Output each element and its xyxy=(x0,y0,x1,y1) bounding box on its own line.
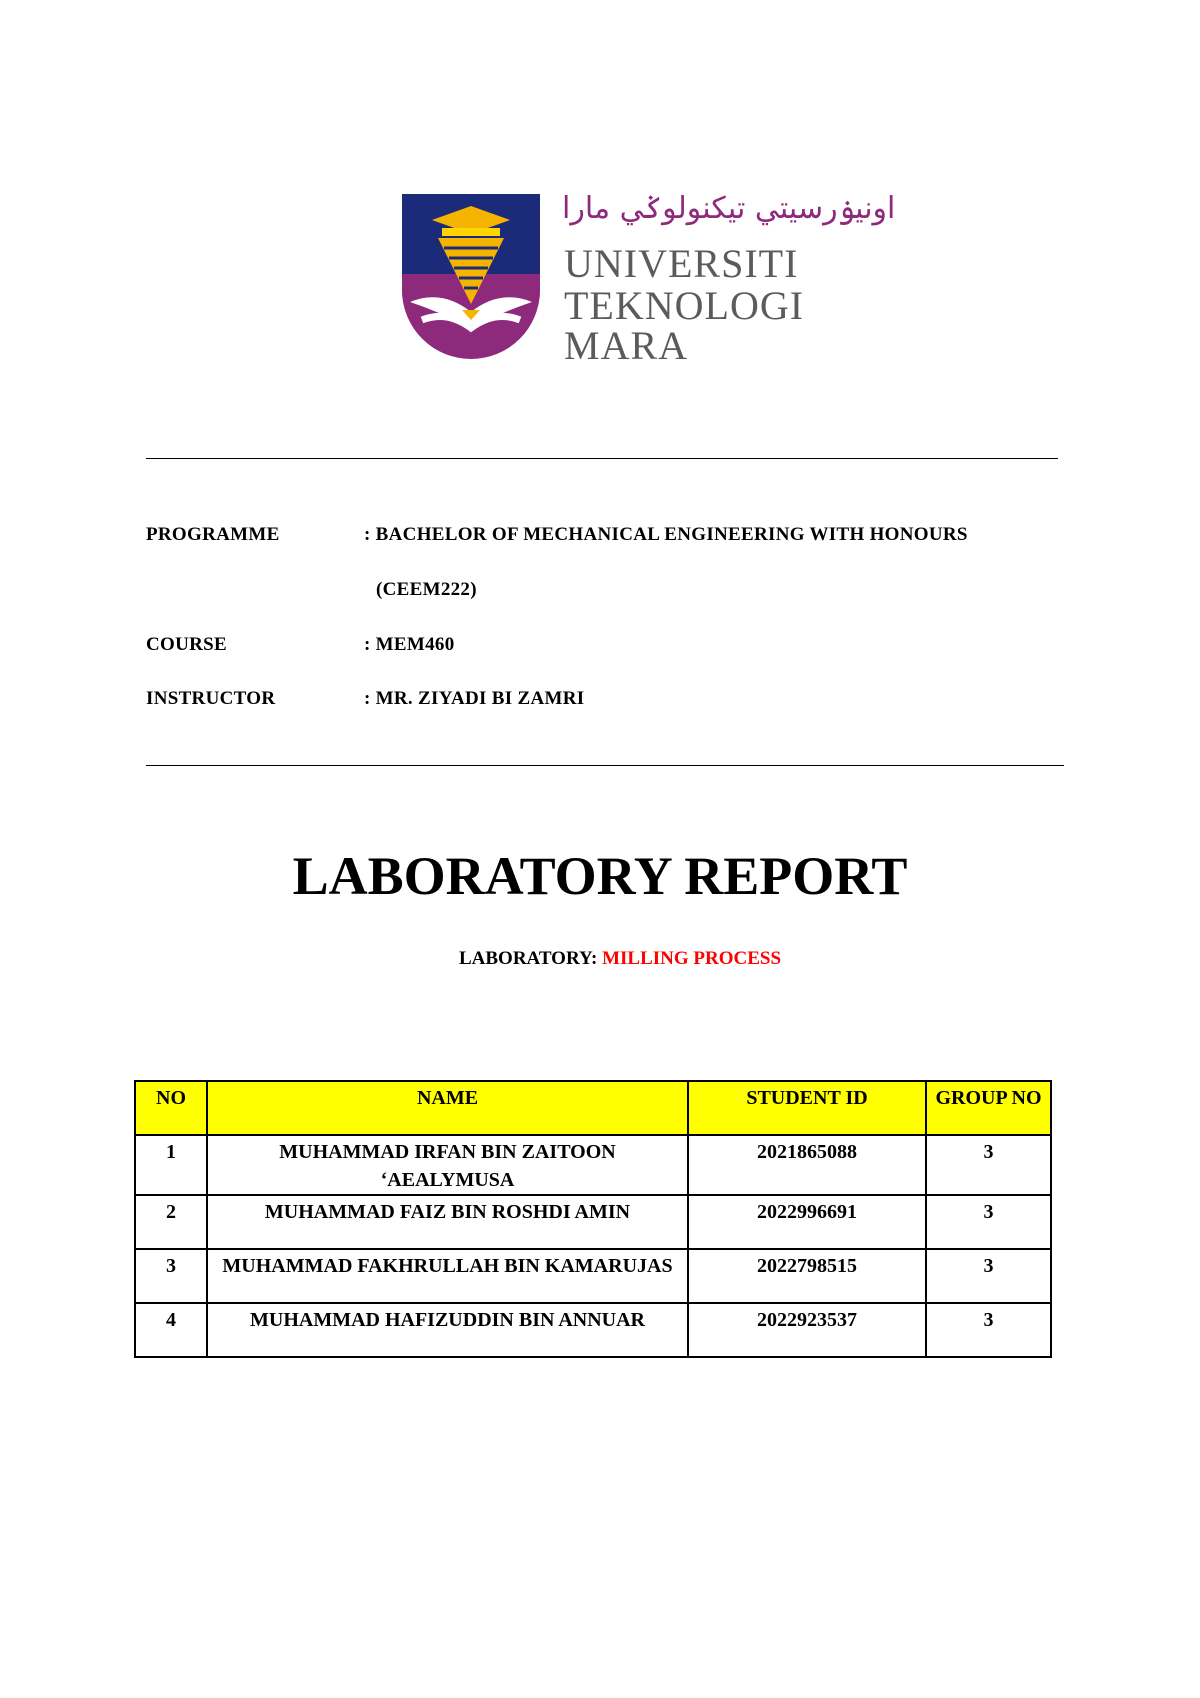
course-value: : MEM460 xyxy=(364,634,455,655)
report-title: LABORATORY REPORT xyxy=(292,846,908,906)
cell-no: 1 xyxy=(135,1135,207,1195)
cell-group: 3 xyxy=(926,1195,1051,1249)
header-no: NO xyxy=(135,1081,207,1135)
bottom-divider xyxy=(146,765,1064,766)
logo-arabic-text: اونيۏرسيتي تيكنولوݢي مارا xyxy=(562,191,896,226)
table-row xyxy=(135,1135,1051,1195)
cell-student-id: 2022798515 xyxy=(688,1249,926,1303)
logo-word-mara: MARA xyxy=(564,323,689,368)
cell-group: 3 xyxy=(926,1303,1051,1357)
table-row xyxy=(135,1303,1051,1357)
laboratory-label: LABORATORY: xyxy=(458,948,598,969)
laboratory-line xyxy=(0,948,1200,970)
members-table xyxy=(134,1080,1052,1358)
programme-label: PROGRAMME xyxy=(146,524,280,545)
course-label: COURSE xyxy=(146,634,227,655)
instructor-label: INSTRUCTOR xyxy=(146,688,276,709)
cell-no: 3 xyxy=(135,1249,207,1303)
cell-student-id: 2022923537 xyxy=(688,1303,926,1357)
header-name: NAME xyxy=(207,1081,688,1135)
header-group-no: GROUP NO xyxy=(926,1081,1051,1135)
cell-name: MUHAMMAD HAFIZUDDIN BIN ANNUAR xyxy=(207,1303,688,1357)
university-logo xyxy=(402,191,896,368)
cell-name: MUHAMMAD IRFAN BIN ZAITOON ‘AEALYMUSA xyxy=(207,1135,688,1195)
cell-name: MUHAMMAD FAKHRULLAH BIN KAMARUJAS xyxy=(207,1249,688,1303)
logo-word-universiti: UNIVERSITI xyxy=(564,241,799,286)
header-student-id: STUDENT ID xyxy=(688,1081,926,1135)
cell-no: 2 xyxy=(135,1195,207,1249)
cell-group: 3 xyxy=(926,1249,1051,1303)
logo-word-teknologi: TEKNOLOGI xyxy=(564,283,805,328)
uitm-crest-icon xyxy=(402,194,540,362)
table-row xyxy=(135,1195,1051,1249)
top-divider xyxy=(146,458,1058,459)
cell-name: MUHAMMAD FAIZ BIN ROSHDI AMIN xyxy=(207,1195,688,1249)
programme-value: : BACHELOR OF MECHANICAL ENGINEERING WITH HONOURS xyxy=(364,524,968,545)
cell-student-id: 2022996691 xyxy=(688,1195,926,1249)
cell-student-id: 2021865088 xyxy=(688,1135,926,1195)
cell-no: 4 xyxy=(135,1303,207,1357)
laboratory-value: MILLING PROCESS xyxy=(602,948,782,969)
programme-value-continued: (CEEM222) xyxy=(376,579,477,600)
table-row xyxy=(135,1249,1051,1303)
cell-group: 3 xyxy=(926,1135,1051,1195)
instructor-value: : MR. ZIYADI BI ZAMRI xyxy=(364,688,585,709)
table-header-row xyxy=(135,1081,1051,1135)
